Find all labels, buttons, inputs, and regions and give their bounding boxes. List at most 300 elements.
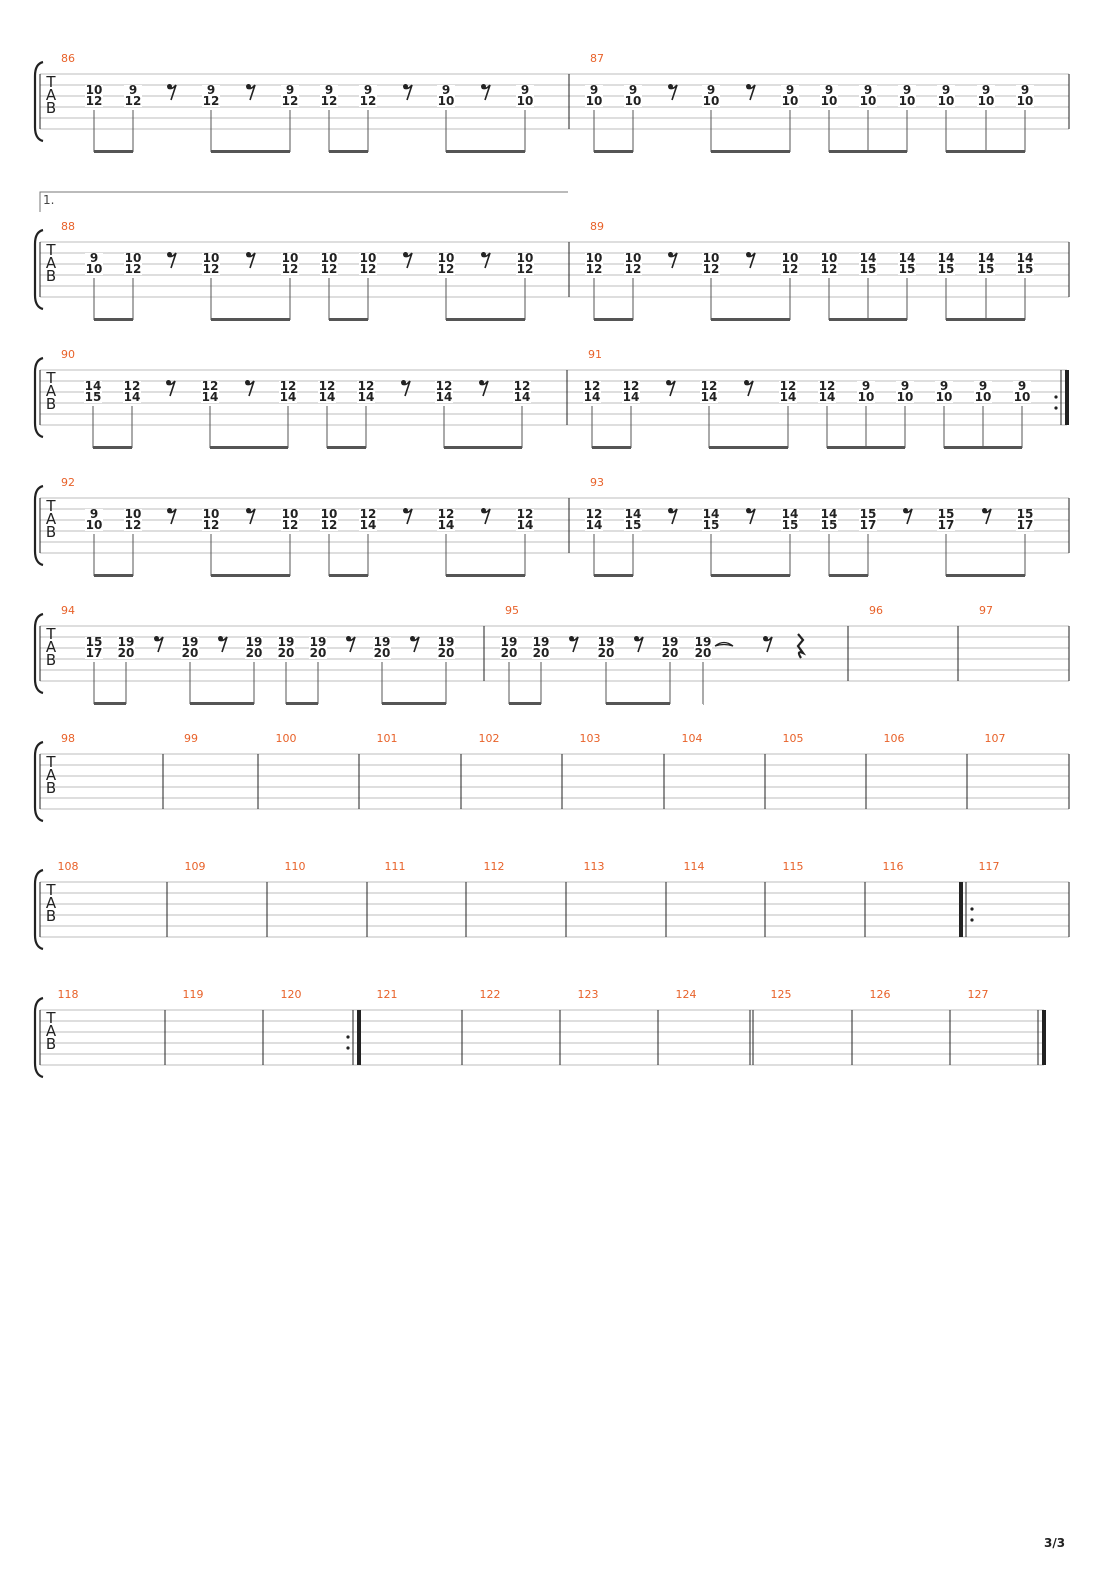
measure	[771, 988, 853, 1065]
beam	[592, 446, 631, 449]
beam	[446, 150, 525, 153]
measure-number: 126	[869, 988, 891, 1001]
measure	[585, 476, 1069, 577]
measure	[285, 860, 368, 937]
measure	[185, 860, 268, 937]
beam	[606, 702, 670, 705]
measure-number: 87	[590, 52, 604, 65]
fret-number: 12	[201, 379, 219, 393]
beam	[703, 702, 704, 705]
fret-number: 10	[585, 94, 603, 108]
measure-number: 116	[882, 860, 904, 873]
fret-number: 15	[84, 390, 102, 404]
tab-clef-letter: B	[45, 267, 57, 285]
beam	[211, 150, 290, 153]
tab-clef-letter: T	[46, 73, 56, 91]
tab-clef-letter: B	[45, 1035, 57, 1053]
fret-number: 12	[700, 379, 718, 393]
repeat-dot	[346, 1035, 349, 1038]
fret-number: 14	[702, 507, 720, 521]
fret-number: 10	[281, 507, 299, 521]
beam	[329, 574, 368, 577]
repeat-dot	[970, 918, 973, 921]
fret-number: 10	[974, 390, 992, 404]
fret-number: 10	[516, 251, 534, 265]
beam	[829, 150, 907, 153]
eighth-rest	[410, 636, 419, 652]
fret-number: 9	[900, 379, 910, 393]
fret-number: 9	[206, 83, 216, 97]
fret-number: 10	[624, 94, 642, 108]
tab-clef-letter: T	[46, 881, 56, 899]
volta-bracket	[40, 192, 568, 212]
tab-clef-letter: A	[45, 638, 57, 656]
fret-number: 9	[89, 251, 99, 265]
fret-number: 15	[859, 507, 877, 521]
beam	[382, 702, 446, 705]
fret-number: 9	[939, 379, 949, 393]
measure-number: 99	[184, 732, 198, 745]
fret-number: 20	[373, 646, 391, 660]
beam	[509, 702, 541, 705]
fret-number: 14	[781, 507, 799, 521]
beam	[829, 574, 868, 577]
fret-number: 15	[898, 262, 916, 276]
eighth-rest	[167, 84, 176, 100]
fret-number: 10	[859, 94, 877, 108]
beam	[594, 318, 633, 321]
beam	[286, 702, 318, 705]
beam	[446, 318, 525, 321]
fret-number: 14	[359, 518, 377, 532]
measure-number: 117	[978, 860, 1000, 873]
fret-number: 19	[532, 635, 550, 649]
fret-number: 9	[441, 83, 451, 97]
measure	[676, 988, 754, 1065]
fret-number: 12	[359, 507, 377, 521]
fret-number: 10	[516, 94, 534, 108]
fret-number: 9	[706, 83, 716, 97]
fret-number: 12	[583, 379, 601, 393]
eighth-rest	[481, 84, 490, 100]
fret-number: 9	[589, 83, 599, 97]
beam	[709, 446, 788, 449]
measure	[979, 604, 1069, 681]
beam	[946, 150, 1025, 153]
fret-number: 12	[781, 262, 799, 276]
eighth-rest	[245, 380, 254, 396]
beam	[711, 318, 790, 321]
fret-number: 9	[1020, 83, 1030, 97]
measure	[870, 988, 951, 1065]
fret-number: 15	[85, 635, 103, 649]
fret-number: 17	[1016, 518, 1034, 532]
repeat-dot	[970, 907, 973, 910]
beam	[946, 574, 1025, 577]
fret-number: 15	[624, 518, 642, 532]
measure	[276, 732, 360, 809]
fret-number: 12	[359, 262, 377, 276]
measure	[580, 732, 665, 809]
eighth-rest	[903, 508, 912, 524]
tab-system	[35, 192, 1069, 321]
fret-number: 19	[245, 635, 263, 649]
fret-number: 12	[320, 262, 338, 276]
fret-number: 14	[84, 379, 102, 393]
fret-number: 10	[781, 94, 799, 108]
measure	[783, 732, 867, 809]
fret-number: 12	[281, 518, 299, 532]
fret-number: 14	[201, 390, 219, 404]
measure-number: 90	[61, 348, 75, 361]
fret-number: 12	[320, 94, 338, 108]
eighth-rest	[982, 508, 991, 524]
fret-number: 14	[700, 390, 718, 404]
measure	[40, 348, 567, 449]
fret-number: 14	[279, 390, 297, 404]
eighth-rest	[479, 380, 488, 396]
fret-number: 10	[820, 94, 838, 108]
beam	[94, 150, 133, 153]
fret-number: 10	[820, 251, 838, 265]
measure	[985, 732, 1070, 809]
eighth-rest	[154, 636, 163, 652]
fret-number: 14	[820, 507, 838, 521]
tab-clef-letter: A	[45, 382, 57, 400]
fret-number: 10	[702, 94, 720, 108]
fret-number: 19	[437, 635, 455, 649]
fret-number: 17	[859, 518, 877, 532]
fret-number: 14	[123, 390, 141, 404]
fret-number: 17	[85, 646, 103, 660]
beam	[94, 702, 126, 705]
fret-number: 10	[898, 94, 916, 108]
fret-number: 10	[124, 251, 142, 265]
measure	[480, 988, 561, 1065]
fret-number: 15	[1016, 262, 1034, 276]
measure-number: 106	[883, 732, 905, 745]
beam	[711, 150, 790, 153]
fret-number: 10	[1016, 94, 1034, 108]
fret-number: 12	[357, 379, 375, 393]
measure-number: 91	[588, 348, 602, 361]
fret-number: 10	[124, 507, 142, 521]
eighth-rest	[403, 252, 412, 268]
fret-number: 12	[702, 262, 720, 276]
repeat-dot	[1054, 406, 1057, 409]
measure	[578, 988, 659, 1065]
tab-system	[35, 604, 1069, 705]
tab-clef-letter: T	[46, 497, 56, 515]
tab-clef-letter: B	[45, 779, 57, 797]
tab-clef-letter: T	[46, 753, 56, 771]
fret-number: 10	[857, 390, 875, 404]
measure	[584, 860, 667, 937]
fret-number: 19	[694, 635, 712, 649]
fret-number: 10	[202, 507, 220, 521]
beam	[594, 574, 633, 577]
eighth-rest	[481, 508, 490, 524]
fret-number: 9	[978, 379, 988, 393]
fret-number: 14	[818, 390, 836, 404]
measure	[40, 220, 569, 321]
fret-number: 10	[437, 251, 455, 265]
measure-number: 110	[284, 860, 306, 873]
eighth-rest	[668, 252, 677, 268]
fret-number: 10	[977, 94, 995, 108]
beam	[446, 574, 525, 577]
measure-number: 95	[505, 604, 519, 617]
repeat-end-thick-bar	[1065, 370, 1069, 425]
fret-number: 12	[85, 94, 103, 108]
measure	[40, 476, 569, 577]
beam	[944, 446, 1022, 449]
quarter-rest	[798, 634, 803, 658]
measure-number: 127	[967, 988, 989, 1001]
tab-clef-letter: A	[45, 86, 57, 104]
eighth-rest	[746, 252, 755, 268]
fret-number: 15	[820, 518, 838, 532]
measure	[684, 860, 766, 937]
fret-number: 19	[500, 635, 518, 649]
fret-number: 9	[863, 83, 873, 97]
measure	[968, 988, 1047, 1065]
fret-number: 15	[781, 518, 799, 532]
fret-number: 14	[318, 390, 336, 404]
fret-number: 15	[937, 262, 955, 276]
measure	[40, 604, 484, 705]
tab-clef-letter: T	[46, 1009, 56, 1027]
measure-number: 124	[675, 988, 697, 1001]
fret-number: 10	[781, 251, 799, 265]
measure-number: 89	[590, 220, 604, 233]
repeat-start-thick-bar	[959, 882, 963, 937]
fret-number: 9	[324, 83, 334, 97]
fret-number: 12	[513, 379, 531, 393]
eighth-rest	[746, 508, 755, 524]
fret-number: 20	[181, 646, 199, 660]
tab-system	[35, 476, 1069, 577]
beam	[711, 574, 790, 577]
fret-number: 9	[785, 83, 795, 97]
fret-number: 10	[896, 390, 914, 404]
fret-number: 14	[513, 390, 531, 404]
fret-number: 14	[357, 390, 375, 404]
measure-number: 88	[61, 220, 75, 233]
eighth-rest	[166, 380, 175, 396]
fret-number: 14	[937, 251, 955, 265]
eighth-rest	[744, 380, 753, 396]
beam	[444, 446, 522, 449]
fret-number: 12	[318, 379, 336, 393]
fret-number: 20	[117, 646, 135, 660]
fret-number: 10	[359, 251, 377, 265]
measure-number: 123	[577, 988, 599, 1001]
fret-number: 19	[373, 635, 391, 649]
fret-number: 14	[622, 390, 640, 404]
fret-number: 12	[435, 379, 453, 393]
tab-clef-letter: B	[45, 99, 57, 117]
fret-number: 12	[279, 379, 297, 393]
fret-number: 10	[85, 262, 103, 276]
fret-number: 20	[500, 646, 518, 660]
tab-system	[35, 860, 1069, 949]
fret-number: 10	[281, 251, 299, 265]
tab-clef-letter: B	[45, 395, 57, 413]
beam	[946, 318, 1025, 321]
fret-number: 15	[1016, 507, 1034, 521]
beam	[329, 150, 368, 153]
eighth-rest	[666, 380, 675, 396]
beam	[94, 318, 133, 321]
measure	[281, 988, 362, 1065]
measure	[959, 860, 1069, 937]
fret-number: 12	[202, 94, 220, 108]
measure-number: 111	[384, 860, 406, 873]
fret-number: 15	[859, 262, 877, 276]
eighth-rest	[246, 252, 255, 268]
fret-number: 12	[281, 94, 299, 108]
fret-number: 12	[585, 507, 603, 521]
tab-clef-letter: A	[45, 766, 57, 784]
fret-number: 14	[624, 507, 642, 521]
fret-number: 12	[202, 518, 220, 532]
fret-number: 12	[281, 262, 299, 276]
fret-number: 9	[628, 83, 638, 97]
tab-system	[35, 988, 1046, 1077]
tab-system	[35, 52, 1069, 153]
fret-number: 20	[532, 646, 550, 660]
fret-number: 19	[597, 635, 615, 649]
fret-number: 12	[624, 262, 642, 276]
eighth-rest	[403, 84, 412, 100]
eighth-rest	[668, 508, 677, 524]
measure	[377, 732, 462, 809]
eighth-rest	[403, 508, 412, 524]
measure-number: 86	[61, 52, 75, 65]
measure-number: 104	[681, 732, 703, 745]
eighth-rest	[167, 508, 176, 524]
fret-number: 9	[89, 507, 99, 521]
measure	[869, 604, 958, 681]
measure	[479, 732, 563, 809]
fret-number: 20	[277, 646, 295, 660]
measure-number: 101	[376, 732, 398, 745]
beam	[190, 702, 254, 705]
measure	[884, 732, 968, 809]
repeat-dot	[1054, 395, 1057, 398]
tab-clef-letter: A	[45, 894, 57, 912]
measure-number: 119	[182, 988, 204, 1001]
fret-number: 20	[597, 646, 615, 660]
fret-number: 12	[124, 94, 142, 108]
eighth-rest	[569, 636, 578, 652]
measure-number: 96	[869, 604, 883, 617]
tab-clef-letter: A	[45, 510, 57, 528]
fret-number: 19	[117, 635, 135, 649]
beam	[211, 574, 290, 577]
measure	[682, 732, 766, 809]
fret-number: 20	[437, 646, 455, 660]
tab-clef-letter: B	[45, 523, 57, 541]
fret-number: 14	[859, 251, 877, 265]
measure-number: 115	[782, 860, 804, 873]
fret-number: 10	[702, 251, 720, 265]
beam	[210, 446, 288, 449]
tab-clef-letter: B	[45, 651, 57, 669]
fret-number: 10	[85, 518, 103, 532]
fret-number: 10	[437, 94, 455, 108]
fret-number: 14	[437, 518, 455, 532]
beam	[211, 318, 290, 321]
measure	[583, 348, 1069, 449]
measure	[484, 860, 567, 937]
eighth-rest	[763, 636, 772, 652]
tab-clef-letter: T	[46, 369, 56, 387]
measure	[183, 988, 264, 1065]
beam	[329, 318, 368, 321]
measure	[385, 860, 467, 937]
measure-number: 98	[61, 732, 75, 745]
fret-number: 10	[935, 390, 953, 404]
fret-number: 14	[977, 251, 995, 265]
measure	[585, 220, 1069, 321]
fret-number: 10	[85, 83, 103, 97]
tie-icon	[715, 643, 733, 647]
fret-number: 9	[285, 83, 295, 97]
fret-number: 10	[320, 507, 338, 521]
fret-number: 19	[309, 635, 327, 649]
fret-number: 9	[128, 83, 138, 97]
beam	[827, 446, 905, 449]
fret-number: 17	[937, 518, 955, 532]
fret-number: 12	[585, 262, 603, 276]
page-number: 3/3	[1044, 1536, 1066, 1550]
fret-number: 12	[779, 379, 797, 393]
fret-number: 10	[585, 251, 603, 265]
fret-number: 12	[622, 379, 640, 393]
fret-number: 20	[309, 646, 327, 660]
measure-number: 102	[478, 732, 500, 745]
measure	[377, 988, 463, 1065]
measure-number: 112	[483, 860, 505, 873]
tab-clef-letter: A	[45, 1022, 57, 1040]
fret-number: 14	[585, 518, 603, 532]
fret-number: 9	[363, 83, 373, 97]
measure-number: 94	[61, 604, 75, 617]
fret-number: 12	[516, 262, 534, 276]
fret-number: 12	[516, 507, 534, 521]
tab-clef-letter: T	[46, 625, 56, 643]
measure	[40, 988, 165, 1065]
fret-number: 12	[359, 94, 377, 108]
measure-number: 121	[376, 988, 398, 1001]
fret-number: 12	[437, 507, 455, 521]
fret-number: 12	[124, 262, 142, 276]
fret-number: 10	[624, 251, 642, 265]
fret-number: 10	[202, 251, 220, 265]
beam	[829, 318, 907, 321]
fret-number: 15	[937, 507, 955, 521]
fret-number: 12	[818, 379, 836, 393]
tab-clef-letter: T	[46, 241, 56, 259]
beam	[327, 446, 366, 449]
fret-number: 9	[520, 83, 530, 97]
fret-number: 10	[937, 94, 955, 108]
fret-number: 14	[1016, 251, 1034, 265]
repeat-end-thick-bar	[357, 1010, 361, 1065]
fret-number: 10	[320, 251, 338, 265]
